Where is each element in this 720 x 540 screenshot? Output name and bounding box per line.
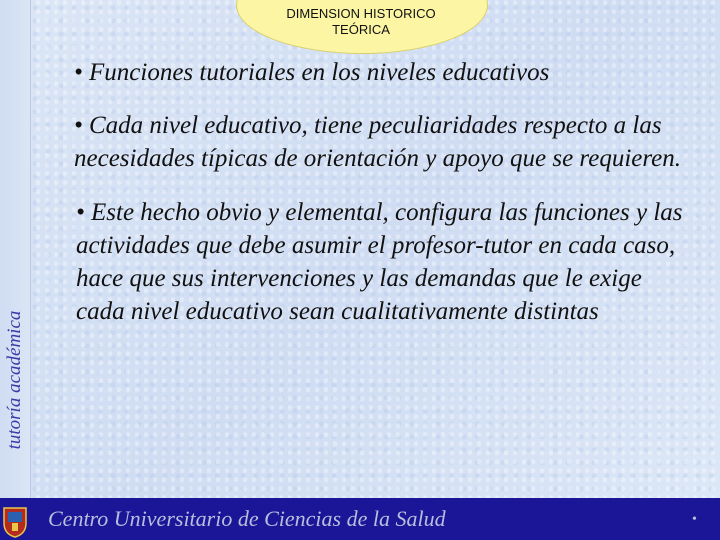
slide-title: DIMENSION HISTORICO TEÓRICA — [286, 6, 436, 37]
bullet-2: • Cada nivel educativo, tiene peculiaridades respecto a las necesidades típicas de orientación y apoyo que se requieren. — [74, 112, 682, 172]
footer-institution: Centro Universitario de Ciencias de la Salud — [48, 506, 446, 531]
bullet-1: • Funciones tutoriales en los niveles educativos — [74, 59, 550, 86]
sidebar-label: tutoría académica — [4, 310, 25, 450]
university-crest-icon — [2, 505, 28, 538]
bullet-3: • Este hecho obvio y elemental, configura las funciones y las actividades que debe asumir el profesor-tutor en cada caso, hace que sus intervenciones y las demandas que le exige cada nivel educativo sean cualitativamente distintas — [76, 199, 683, 325]
footer-mark: • — [692, 512, 697, 527]
left-sidebar — [0, 0, 31, 540]
